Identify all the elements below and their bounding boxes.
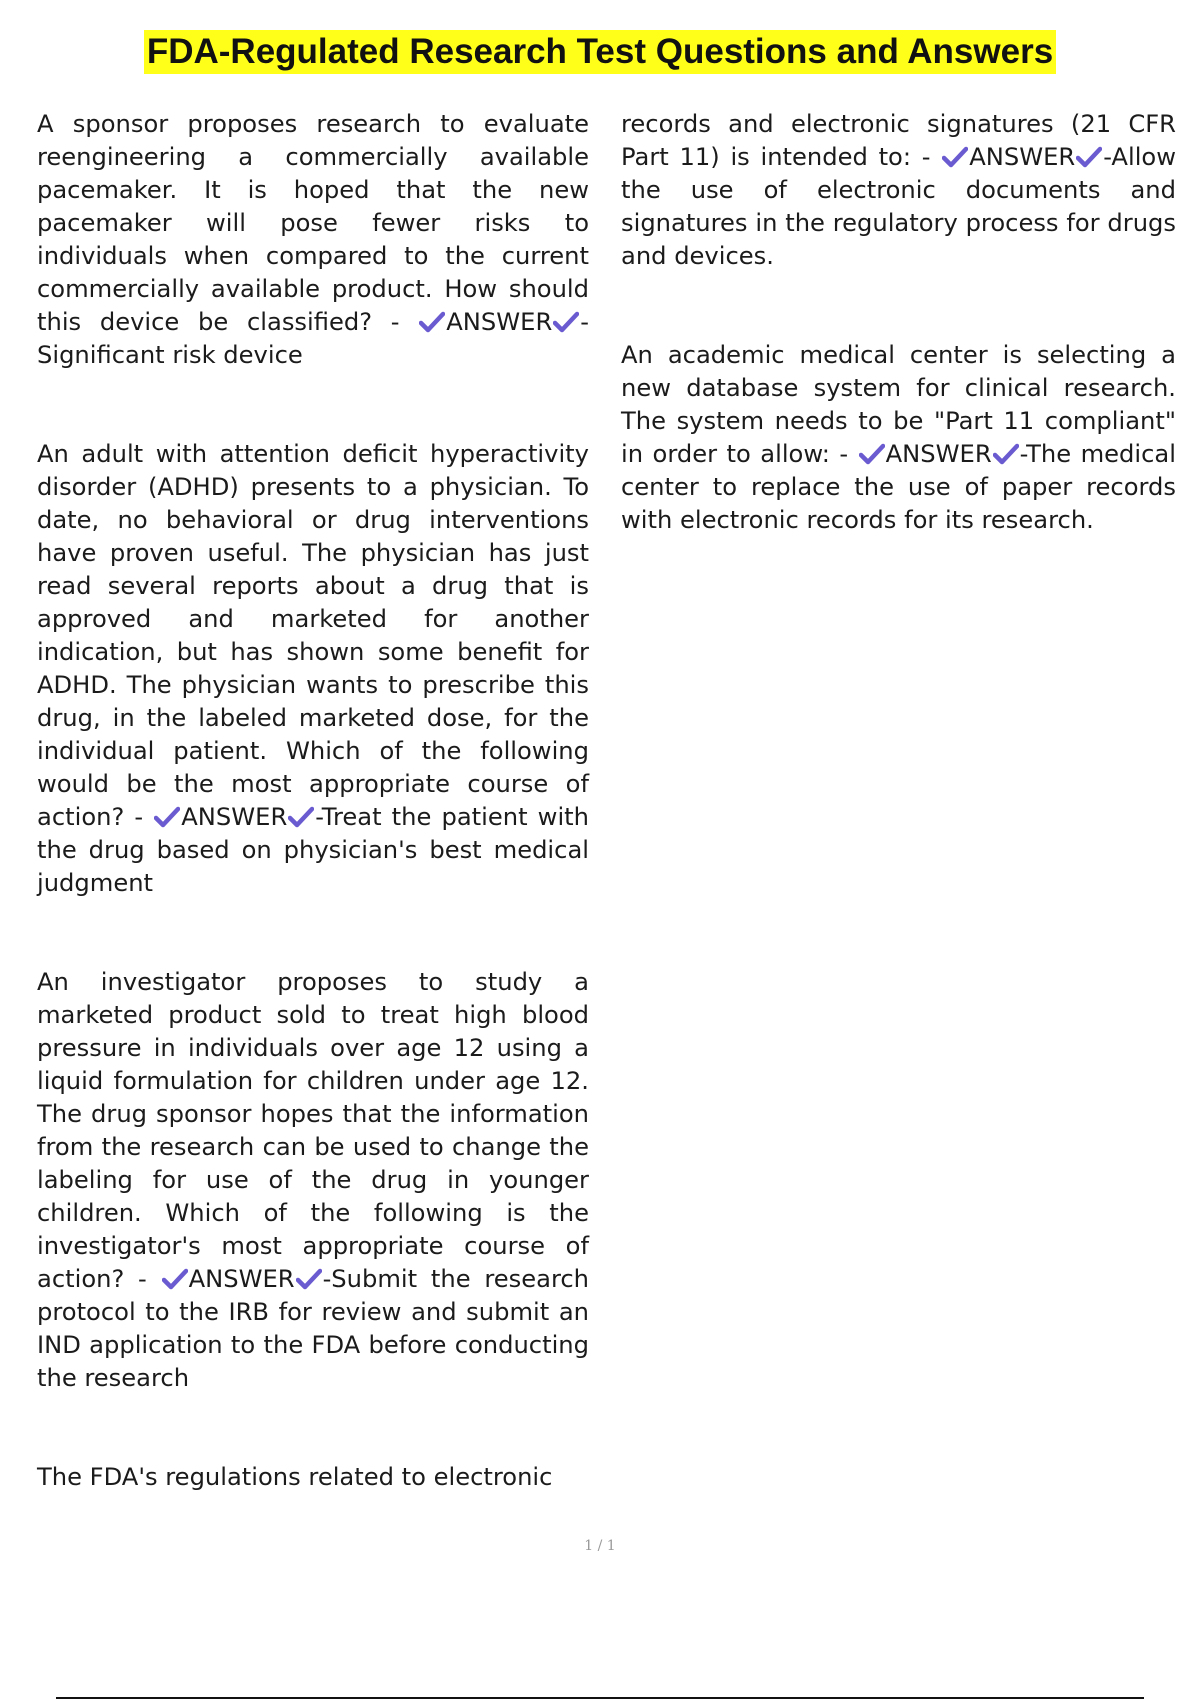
- qa-item-partial: [37, 1461, 589, 1494]
- question-text: records and electronic signatures (21 CFR Part 11) is intended to: -: [621, 110, 1176, 171]
- spacer: [37, 1395, 589, 1461]
- question-text: An investigator proposes to study a marketed product sold to treat high blood pressure in individuals over age 12 using a liquid formulation for children under age 12. The drug sponsor hopes that the information from the research can be used to change the labeling for use of the drug in younger children. Which of the following is the investigator's most appropriate course of action? -: [37, 968, 589, 1293]
- page-number: 1 / 1: [584, 1538, 616, 1554]
- footer-divider: [56, 1697, 1144, 1699]
- answer-label: ANSWER: [181, 803, 288, 831]
- answer-text: -Allow the use of electronic documents and signatures in the regulatory process for drugs and devices.: [621, 143, 1176, 270]
- right-column: [621, 108, 1176, 537]
- page-title: FDA-Regulated Research Test Questions and Answers: [144, 30, 1056, 74]
- check-icon: [288, 806, 314, 828]
- spacer: [37, 900, 589, 966]
- check-icon: [553, 311, 579, 333]
- check-icon: [419, 311, 445, 333]
- qa-item: [621, 339, 1176, 537]
- check-icon: [296, 1268, 322, 1290]
- check-icon: [859, 443, 885, 465]
- question-text: A sponsor proposes research to evaluate reengineering a commercially available pacemaker. It is hoped that the new pacemaker will pose fewer risks to individuals when compared to the current commercially available product. How should this device be classified? -: [37, 110, 589, 336]
- answer-label: ANSWER: [446, 308, 553, 336]
- answer-text: -Significant risk device: [37, 308, 589, 369]
- answer-label: ANSWER: [969, 143, 1076, 171]
- qa-item: [37, 438, 589, 900]
- answer-label: ANSWER: [885, 440, 992, 468]
- qa-item: [37, 108, 589, 372]
- spacer: [37, 372, 589, 438]
- spacer: [621, 273, 1176, 339]
- qa-item: [37, 966, 589, 1395]
- answer-text: -The medical center to replace the use of paper records with electronic records for its research.: [621, 440, 1176, 534]
- question-text: The FDA's regulations related to electronic: [37, 1463, 553, 1491]
- check-icon: [1076, 146, 1102, 168]
- check-icon: [162, 1268, 188, 1290]
- qa-item-continued: [621, 108, 1176, 273]
- check-icon: [993, 443, 1019, 465]
- answer-text: -Submit the research protocol to the IRB for review and submit an IND application to the FDA before conducting the research: [37, 1265, 589, 1392]
- check-icon: [154, 806, 180, 828]
- question-text: An academic medical center is selecting a new database system for clinical research. The system needs to be "Part 11 compliant" in order to allow: -: [621, 341, 1176, 468]
- answer-label: ANSWER: [188, 1265, 295, 1293]
- question-text: An adult with attention deficit hyperactivity disorder (ADHD) presents to a physician. To date, no behavioral or drug interventions have proven useful. The physician has just read several reports about a drug that is approved and marketed for another indication, but has shown some benefit for ADHD. The physician wants to prescribe this drug, in the labeled marketed dose, for the individual patient. Which of the following would be the most appropriate course of action? -: [37, 440, 589, 831]
- left-column: [37, 108, 589, 1494]
- answer-text: -Treat the patient with the drug based on physician's best medical judgment: [37, 803, 589, 897]
- title-container: [0, 30, 1200, 74]
- check-icon: [942, 146, 968, 168]
